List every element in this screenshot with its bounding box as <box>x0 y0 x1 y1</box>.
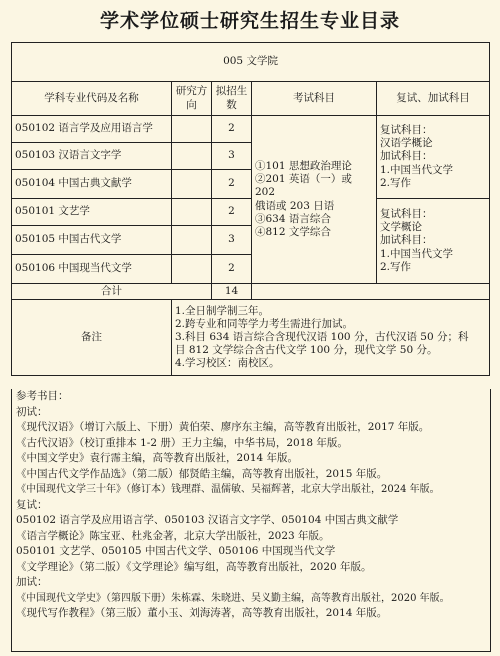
reference-item: 《中国现代文学史》（第四版下册）朱栋霖、朱晓进、吴义勤主编，高等教育出版社，2020 年版。 <box>16 592 450 604</box>
retest-line: 2.写作 <box>380 176 412 189</box>
references-section: 初试： <box>16 405 48 418</box>
retest-line: 复试科目： <box>380 208 433 221</box>
note-line: 1.全日制学制三年。 <box>175 304 270 317</box>
quota-cell: 2 <box>212 170 252 199</box>
exam-line: ③634 语言综合 <box>255 212 331 225</box>
retest-line: 2.写作 <box>380 260 412 273</box>
quota-cell: 3 <box>212 226 252 255</box>
reference-item: 《文学理论》（第二版）《文学理论》编写组，高等教育出版社，2020 年版。 <box>16 560 372 573</box>
reference-item: 《现代汉语》（增订六版上、下册）黄伯荣、廖序东主编，高等教育出版社，2017 年版。 <box>16 421 430 433</box>
references-heading: 参考书目： <box>16 390 69 402</box>
reference-books <box>11 389 491 652</box>
direction-cell <box>172 255 212 284</box>
header-retest: 复试、加试科目 <box>377 82 490 116</box>
quota-cell: 3 <box>212 143 252 170</box>
exam-line: ④812 文学综合 <box>255 225 331 238</box>
direction-cell <box>172 116 212 143</box>
subject-code-name: 050105 中国古代文学 <box>12 226 172 255</box>
exam-line: 俄语或 203 日语 <box>255 199 335 212</box>
quota-cell: 2 <box>212 116 252 143</box>
reference-item: 《中国古代文学作品选》（第二版）郁贤皓主编，高等教育出版社，2015 年版。 <box>16 467 388 480</box>
direction-cell <box>172 226 212 255</box>
note-line: 3.科目 634 语言综合含现代汉语 100 分，古代汉语 50 分；科 <box>175 330 469 343</box>
college-name: 005 文学院 <box>12 43 490 82</box>
reference-item: 《古代汉语》（校订重排本 1-2 册）王力主编，中华书局，2018 年版。 <box>16 436 348 449</box>
subject-code-name: 050106 中国现当代文学 <box>12 255 172 284</box>
catalog-table <box>11 42 490 376</box>
exam-line: ①101 思想政治理论 <box>255 160 352 173</box>
reference-item: 《语言学概论》陈宝亚、杜兆金著，北京大学出版社，2023 年版。 <box>16 529 330 542</box>
reference-item: 《中国文学史》袁行霈主编，高等教育出版社，2014 年版。 <box>16 452 299 464</box>
reference-item: 050102 语言学及应用语言学、050103 汉语言文字学、050104 中国古典文献学 <box>16 514 399 526</box>
retest-line: 加试科目： <box>380 234 433 247</box>
total-empty <box>252 284 490 300</box>
notes-row <box>12 300 490 376</box>
direction-cell <box>172 170 212 199</box>
retest-line: 加试科目： <box>380 150 433 163</box>
header-direction: 研究方向 <box>172 82 212 116</box>
retest-line: 1.中国当代文学 <box>380 163 454 176</box>
notes-label: 备注 <box>12 300 172 376</box>
quota-cell: 2 <box>212 199 252 226</box>
header-code-name: 学科专业代码及名称 <box>12 82 172 116</box>
reference-item: 《中国现代文学三十年》（修订本）钱理群、温儒敏、吴福辉著，北京大学出版社，2024 年版。 <box>16 484 440 495</box>
retest-group-language <box>377 116 490 199</box>
total-row <box>12 284 490 300</box>
table-row <box>12 116 490 143</box>
retest-line: 汉语学概论 <box>380 137 433 150</box>
subject-code-name: 050104 中国古典文献学 <box>12 170 172 199</box>
total-value: 14 <box>212 284 252 300</box>
subject-code-name: 050103 汉语言文字学 <box>12 143 172 170</box>
direction-cell <box>172 199 212 226</box>
reference-item: 050101 文艺学、050105 中国古代文学、050106 中国现当代文学 <box>16 545 336 557</box>
note-line: 4.学习校区：南校区。 <box>175 357 280 370</box>
references-section: 复试： <box>16 498 48 511</box>
direction-cell <box>172 143 212 170</box>
note-line: 2.跨专业和同等学力考生需进行加试。 <box>175 317 354 330</box>
table-row <box>12 199 490 226</box>
retest-group-literature <box>377 199 490 284</box>
header-quota: 拟招生数 <box>212 82 252 116</box>
subject-code-name: 050102 语言学及应用语言学 <box>12 116 172 143</box>
exam-line: ②201 英语（一）或 202 <box>255 173 352 199</box>
total-label: 合计 <box>12 284 212 300</box>
quota-cell: 2 <box>212 255 252 284</box>
page-title: 学术学位硕士研究生招生专业目录 <box>99 10 400 32</box>
reference-item: 《现代写作教程》（第三版）董小玉、刘海涛著，高等教育出版社，2014 年版。 <box>16 607 388 619</box>
references-section: 加试： <box>16 576 48 588</box>
header-exam: 考试科目 <box>252 82 377 116</box>
notes-content <box>172 300 490 376</box>
retest-line: 文学概论 <box>380 221 422 234</box>
subject-code-name: 050101 文艺学 <box>12 199 172 226</box>
retest-line: 1.中国当代文学 <box>380 247 454 260</box>
retest-line: 复试科目： <box>380 124 433 137</box>
note-line: 目 812 文学综合含古代文学 100 分，现代文学 50 分。 <box>175 344 438 357</box>
exam-subjects <box>252 116 377 284</box>
